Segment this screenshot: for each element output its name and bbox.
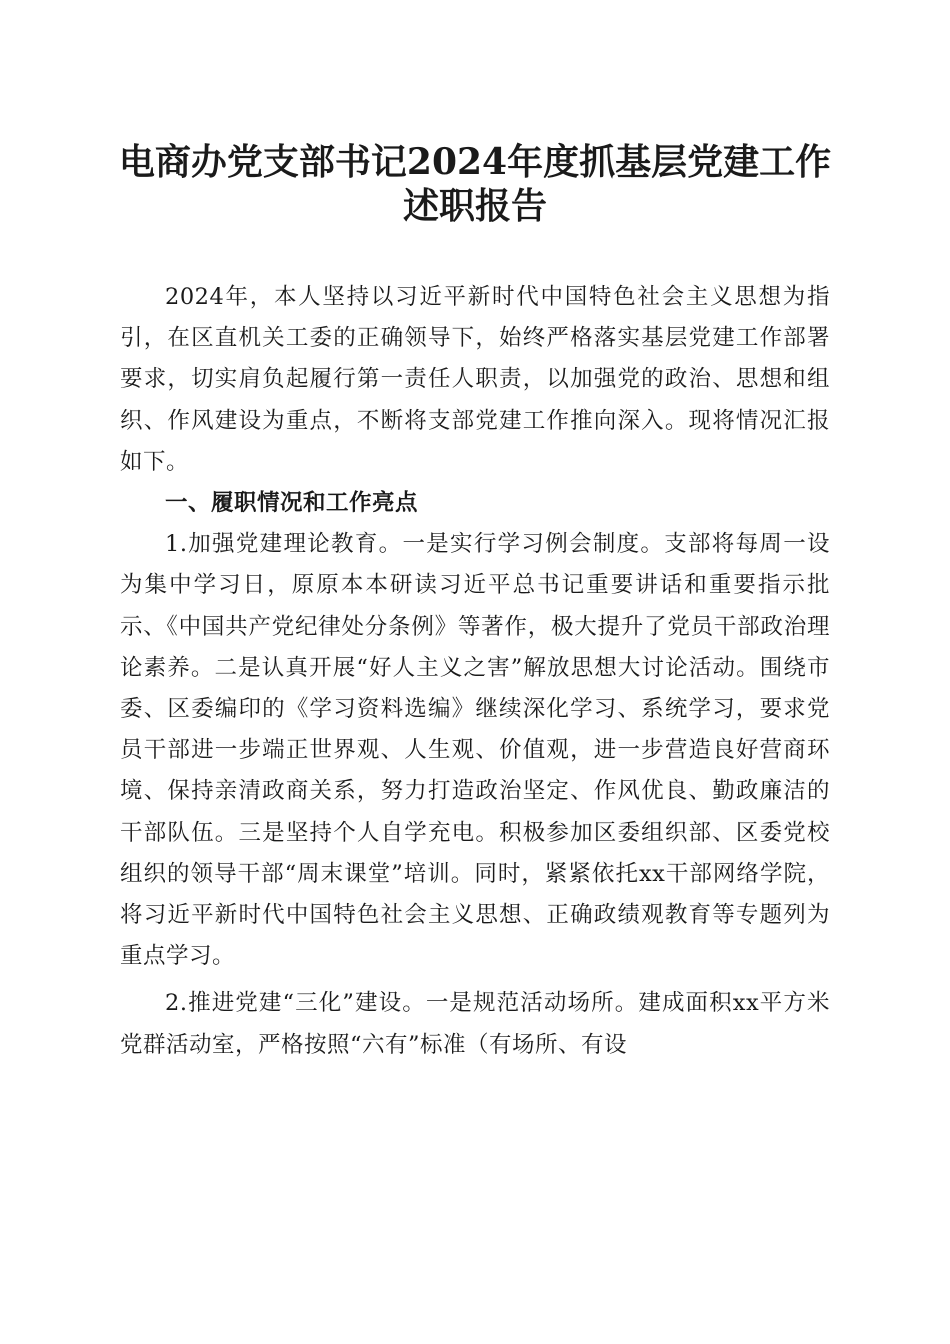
item-2-paragraph: 2.推进党建“三化”建设。一是规范活动场所。建成面积xx平方米党群活动室，严格按照“六有”标准（有场所、有设 [120, 990, 830, 1058]
section-heading-1: 一、履职情况和工作亮点 [165, 490, 419, 517]
document-body [120, 277, 830, 1066]
document-title-line-1: 电商办党支部书记2024年度抓基层党建工作 [118, 141, 832, 183]
item-1-paragraph: 1.加强党建理论教育。一是实行学习例会制度。支部将每周一设为集中学习日，原原本本研读习近平总书记重要讲话和重要指示批示、《中国共产党纪律处分条例》等著作，极大提升了党员干部政治理论素养。二是认真开展“好人主义之害”解放思想大讨论活动。围绕市委、区委编印的《学习资料选编》继续深化学习、系统学习，要求党员干部进一步端正世界观、人生观、价值观，进一步营造良好营商环境、保持亲清政商关系，努力打造政治坚定、作风优良、勤政廉洁的干部队伍。三是坚持个人自学充电。积极参加区委组织部、区委党校组织的领导干部“周末课堂”培训。同时，紧紧依托xx干部网络学院，将习近平新时代中国特色社会主义思想、正确政绩观教育等专题列为重点学习。 [120, 531, 830, 970]
document-title-line-2: 述职报告 [402, 185, 547, 227]
intro-paragraph: 2024年，本人坚持以习近平新时代中国特色社会主义思想为指引，在区直机关工委的正确领导下，始终严格落实基层党建工作部署要求，切实肩负起履行第一责任人职责，以加强党的政治、思想和组织、作风建设为重点，不断将支部党建工作推向深入。现将情况汇报如下。 [120, 284, 830, 475]
